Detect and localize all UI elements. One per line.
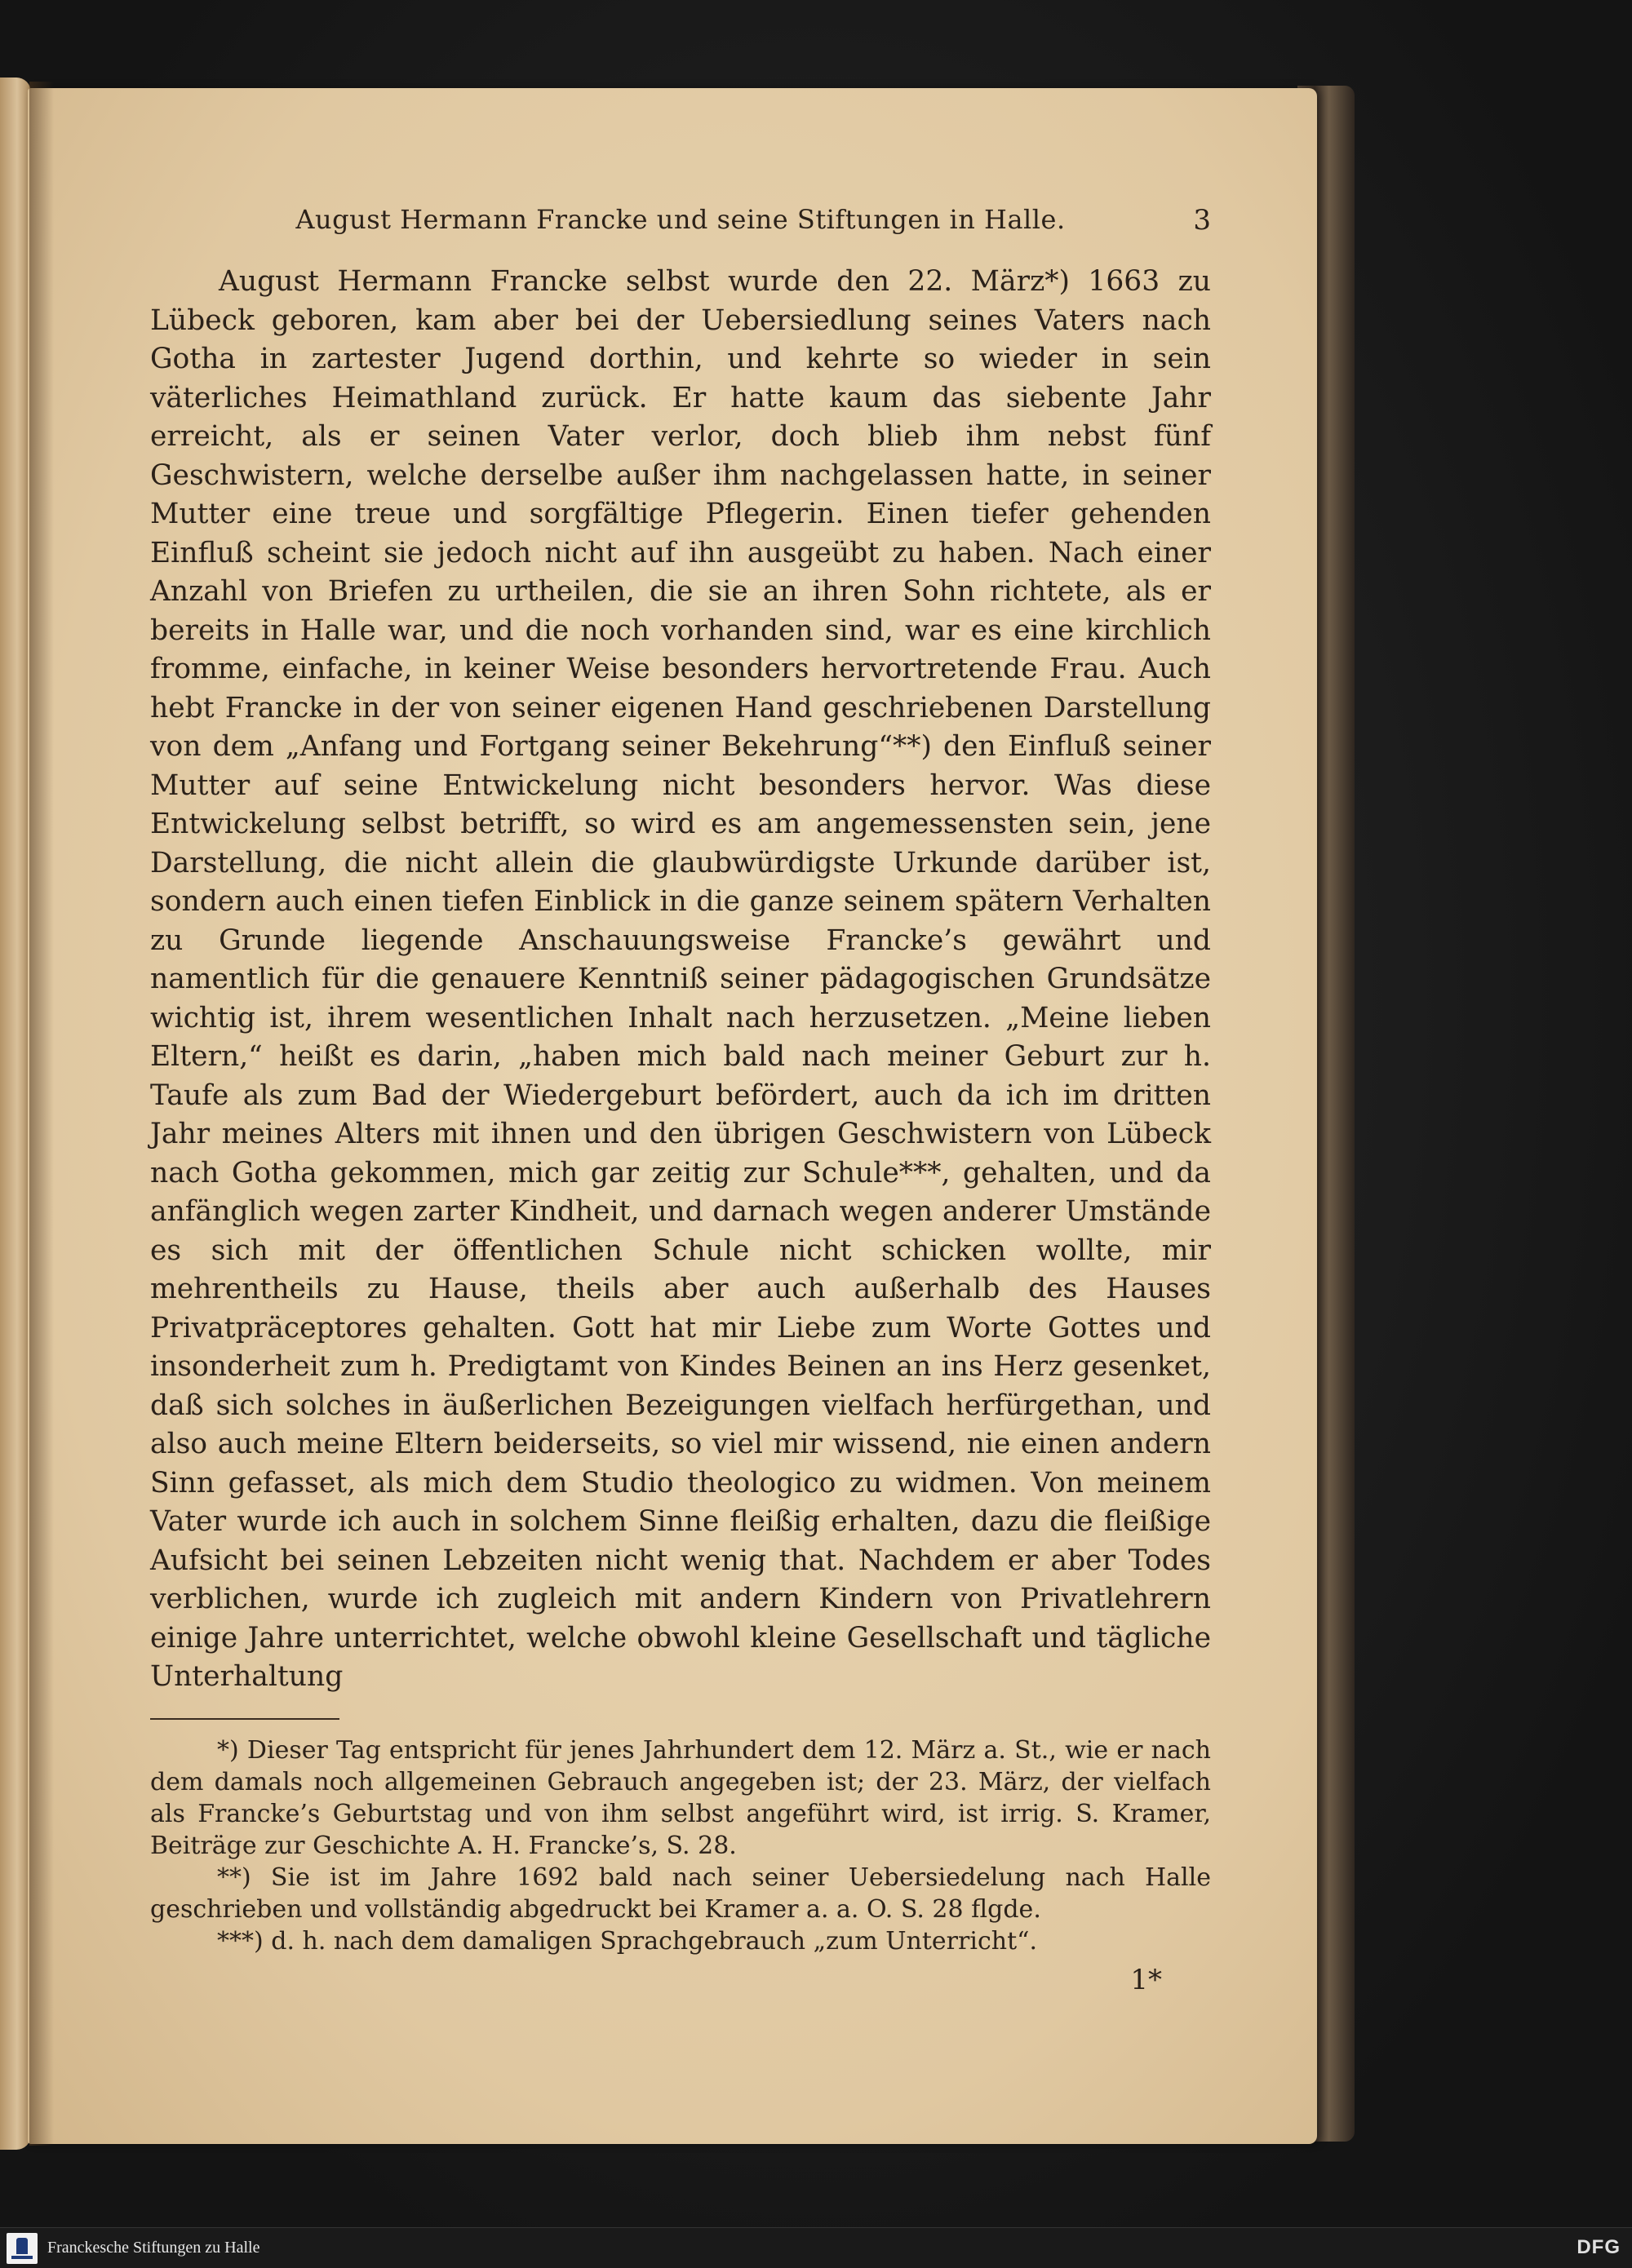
page-number: 3 (1193, 204, 1211, 237)
footnote-3: ***) d. h. nach dem damaligen Sprachgebrauch „zum Unterricht“. (217, 1926, 1038, 1956)
body-paragraph: August Hermann Francke selbst wurde den 22. März*) 1663 zu Lübeck geboren, kam aber bei der Uebersiedlung seines Vaters nach Gotha in zartester Jugend dorthin, und kehrte so wieder in sein väterliches Heimathland zurück. Er hatte kaum das siebente Jahr erreicht, als er seinen Vater verlor, doch blieb ihm nebst fünf Geschwistern, welche derselbe außer ihm nachgelassen hatte, in seiner Mutter eine treue und sorgfältige Pflegerin. Einen tiefer gehenden Einfluß scheint sie jedoch nicht auf ihn ausgeübt zu haben. Nach einer Anzahl von Briefen zu urtheilen, die sie an ihren Sohn richtete, als er bereits in Halle war, und die noch vorhanden sind, war es eine kirchlich fromme, einfache, in keiner Weise besonders hervortretende Frau. Auch hebt Francke in der von seiner eigenen Hand geschriebenen Darstellung von dem „Anfang und Fortgang seiner Bekehrung“**) den Einfluß seiner Mutter auf seine Entwickelung nicht besonders hervor. Was diese Entwickelung selbst betrifft, so wird es am angemessensten sein, jene Darstellung, die nicht allein die glaubwürdigste Urkunde darüber ist, sondern auch einen tiefen Einblick in die ganze seinem spätern Verhalten zu Grunde liegende Anschauungsweise Francke’s gewährt und namentlich für die genauere Kenntniß seiner pädagogischen Grundsätze wichtig ist, ihrem wesentlichen Inhalt nach herzusetzen. „Meine lieben Eltern,“ heißt es darin, „haben mich bald nach meiner Geburt zur h. Taufe als zum Bad der Wiedergeburt befördert, auch da ich im dritten Jahr meines Alters mit ihnen und den übrigen Geschwistern von Lübeck nach Gotha gekommen, mich gar zeitig zur Schule***, gehalten, und da anfänglich wegen zarter Kindheit, und darnach wegen anderer Umstände es sich mit der öffentlichen Schule nicht schicken wollte, mir mehrentheils zu Hause, theils aber auch außerhalb des Hauses Privatpräceptores gehalten. Gott hat mir Liebe zum Worte Gottes und insonderheit zum h. Predigtamt von Kindes Beinen an ins Herz gesenket, daß sich solches in äußerlichen Bezeigungen vielfach herfürgethan, und also auch meine Eltern beiderseits, so viel mir wissend, nie einen andern Sinn gefasset, als mich dem Studio theologico zu widmen. Von meinem Vater wurde ich auch in solchem Sinne fleißig erhalten, dazu die fleißige Aufsicht bei seinen Lebzeiten nicht wenig that. Nachdem er aber Todes verblichen, wurde ich zugleich mit andern Kindern von Privatlehrern einige Jahre unterrichtet, welche obwohl kleine Gesellschaft und tägliche Unterhaltung (150, 265, 1211, 1693)
institution-logo-icon[interactable] (7, 2233, 38, 2264)
footnote-2: **) Sie ist im Jahre 1692 bald nach seiner Uebersiedelung nach Halle geschrieben und vollständig abgedruckt bei Kramer a. a. O. S. 28 flgde. (150, 1863, 1211, 1924)
dfg-logo[interactable]: DFG (1577, 2236, 1621, 2258)
viewer-footer (0, 2227, 1632, 2268)
left-page-edge (0, 78, 31, 2150)
footnotes (150, 1734, 1211, 1957)
body-text (150, 263, 1211, 1697)
book-page (28, 88, 1317, 2144)
page-content (150, 204, 1211, 1996)
gutter-shadow (29, 82, 54, 2146)
institution-name[interactable]: Franckesche Stiftungen zu Halle (47, 2239, 260, 2257)
footnote-divider (150, 1718, 339, 1720)
footnote-1: *) Dieser Tag entspricht für jenes Jahrhundert dem 12. März a. St., wie er nach dem damals noch allgemeinen Gebrauch angegeben ist; der 23. März, der vielfach als Francke’s Geburtstag und von ihm selbst angeführt wird, ist irrig. S. Kramer, Beiträge zur Geschichte A. H. Francke’s, S. 28. (150, 1735, 1211, 1860)
running-head (150, 204, 1211, 253)
signature-mark: 1* (1130, 1963, 1162, 1996)
running-head-title: August Hermann Francke und seine Stiftungen in Halle. (295, 204, 1066, 235)
